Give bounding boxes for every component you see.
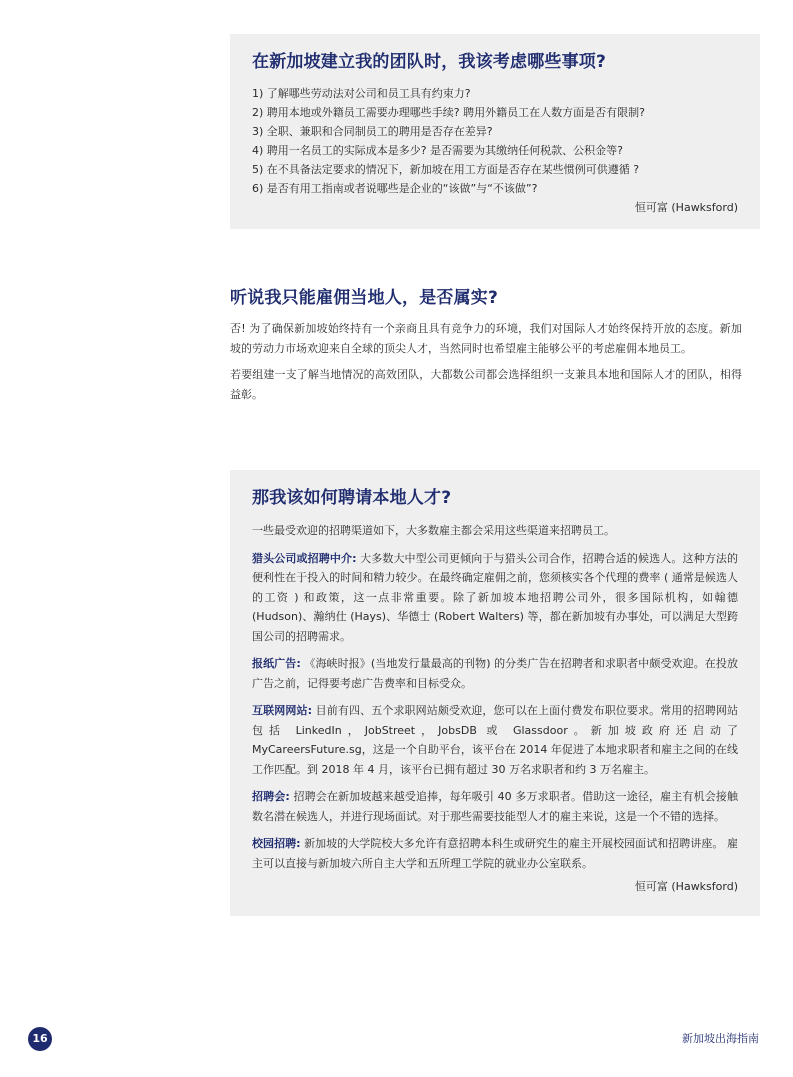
channel-label: 报纸广告: [252,657,301,670]
channel-newspaper [252,654,738,693]
considerations-box [230,34,760,229]
source-credit: 恒可富 (Hawksford) [634,880,738,893]
list-item: 2) 聘用本地或外籍员工需要办理哪些手续? 聘用外籍员工在人数方面是否有限制? [252,106,645,119]
channel-text: 目前有四、五个求职网站颇受欢迎，您可以在上面付费发布职位要求。常用的招聘网站包括 LinkedIn，JobStreet，JobsDB 或 Glassdoor。新加坡政府还启动了 MyCareersFuture.sg，这是一个自助平台，该平台在 2014 年促进了本地求职者和雇主之间的在线工作匹配。到 2018 年 4 月，该平台已拥有超过 30 万名求职者和约 3 万名雇主。 [252,704,738,776]
page-number: 16 [28,1027,52,1051]
channel-text: 《海峡时报》(当地发行量最高的刊物) 的分类广告在招聘者和求职者中颇受欢迎。在投放广告之前，记得要考虑广告费率和目标受众。 [252,657,738,690]
recruitment-intro: 一些最受欢迎的招聘渠道如下，大多数雇主都会采用这些渠道来招聘员工。 [252,524,615,537]
local-hiring-title: 听说我只能雇佣当地人，是否属实? [230,288,499,308]
source-credit: 恒可富 (Hawksford) [634,201,738,214]
local-hiring-section [230,286,742,404]
channel-label: 猎头公司或招聘中介: [252,551,357,565]
considerations-list [252,84,738,198]
channel-job-fairs [252,787,738,826]
list-item: 6) 是否有用工指南或者说哪些是企业的“该做”与“不该做”? [252,182,538,195]
list-item: 1) 了解哪些劳动法对公司和员工具有约束力? [252,87,471,100]
recruitment-channels-box [230,470,760,916]
list-item: 5) 在不具备法定要求的情况下，新加坡在用工方面是否存在某些惯例可供遵循 ? [252,163,640,176]
channel-label: 互联网网站: [252,704,312,717]
channel-internet [252,701,738,779]
list-item: 4) 聘用一名员工的实际成本是多少? 是否需要为其缴纳任何税款、公积金等? [252,144,623,157]
list-item: 3) 全职、兼职和合同制员工的聘用是否存在差异? [252,125,493,138]
paragraph: 否! 为了确保新加坡始终持有一个亲商且具有竞争力的环境，我们对国际人才始终保持开放的态度。新加坡的劳动力市场欢迎来自全球的顶尖人才，当然同时也希望雇主能够公平的考虑雇佣本地员工。 [230,322,742,355]
considerations-title: 在新加坡建立我的团队时，我该考虑哪些事项? [252,52,607,72]
footer-title: 新加坡出海指南 [682,1032,759,1045]
channel-label: 校园招聘: [252,837,301,850]
channel-text: 招聘会在新加坡越来越受追捧，每年吸引 40 多万求职者。借助这一途径，雇主有机会接触数名潜在候选人，并进行现场面试。对于那些需要技能型人才的雇主来说，这是一个不错的选择。 [252,790,738,823]
channel-label: 招聘会: [252,790,290,803]
paragraph: 若要组建一支了解当地情况的高效团队，大都数公司都会选择组织一支兼具本地和国际人才的团队，相得益彰。 [230,368,742,401]
channel-headhunters [252,549,738,647]
channel-campus [252,834,738,873]
recruitment-title: 那我该如何聘请本地人才? [252,488,452,508]
channel-text: 新加坡的大学院校大多允许有意招聘本科生或研究生的雇主开展校园面试和招聘讲座。 雇主可以直接与新加坡六所自主大学和五所理工学院的就业办公室联系。 [252,837,738,870]
channel-text: 大多数大中型公司更倾向于与猎头公司合作，招聘合适的候选人。这种方法的便利性在于投入的时间和精力较少。在最终确定雇佣之前，您须核实各个代理的费率 ( 通常是候选人的工资 ) 和政策，这一点非常重要。除了新加坡本地招聘公司外，很多国际机构，如翰德 (Hudson)、瀚纳仕 (Hays)、华德士 (Robert Walters) 等，都在新加坡有办事处，可以满足大型跨国公司的招聘需求。 [252,551,738,643]
